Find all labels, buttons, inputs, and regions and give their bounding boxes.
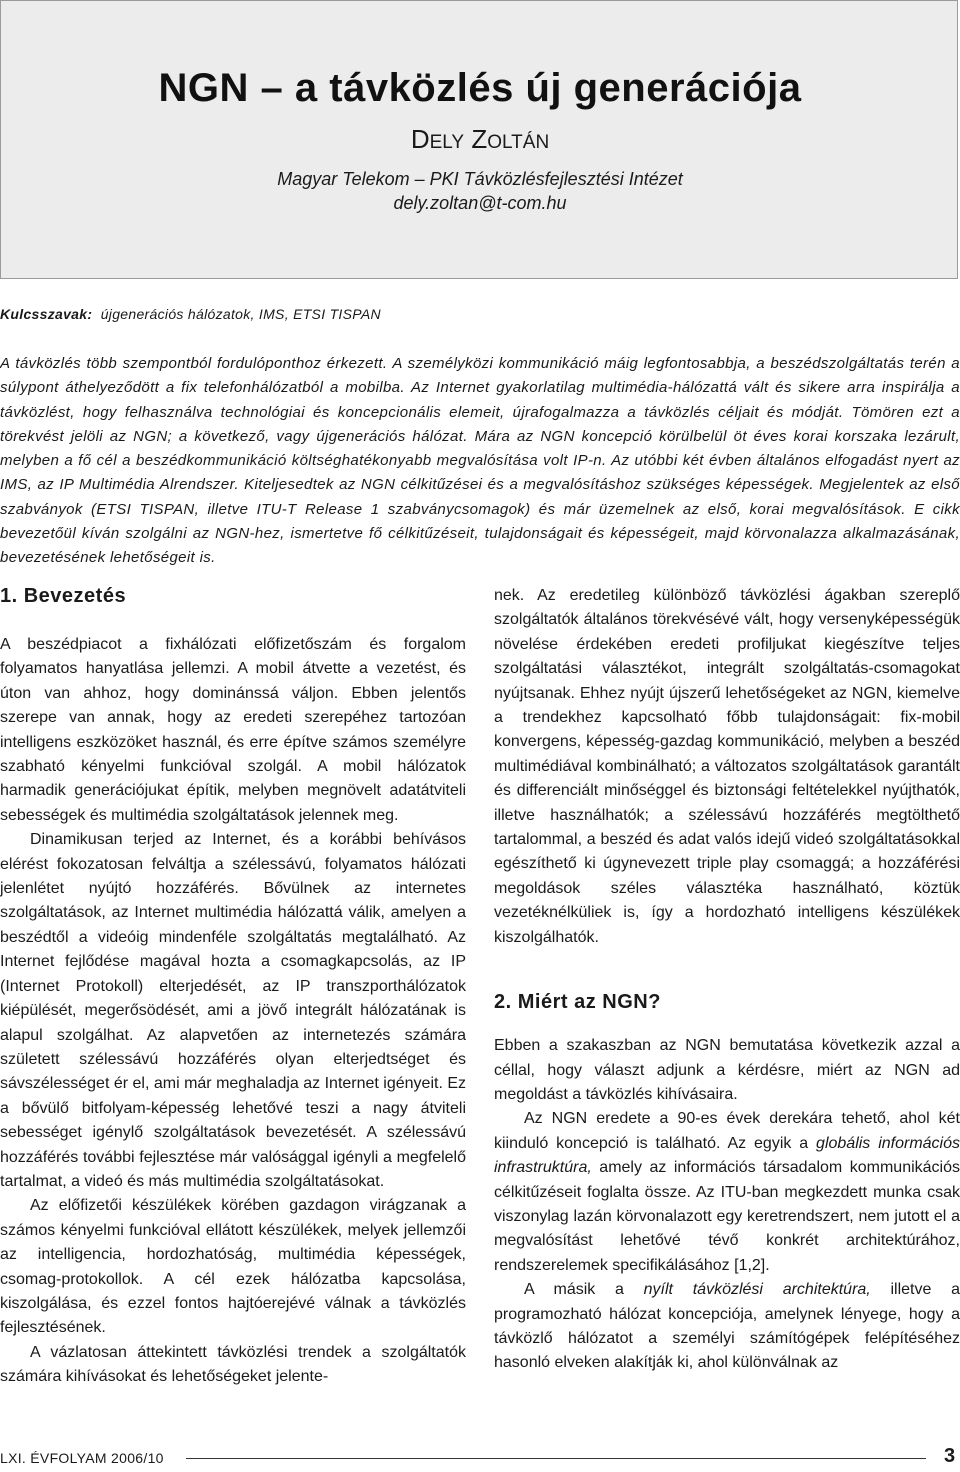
column-right: [494, 584, 960, 1376]
emphasis: nyílt távközlési architektúra,: [643, 1281, 871, 1299]
paragraph: nek. Az eredetileg különböző távközlési ágakban szereplő szolgáltatók általános törekvésévé vált, hogy versenyképességük növelése érdekében eredeti profiljukat kiegészítve teljes szolgáltatási választékot, integrált szolgáltatás-csomagokat nyújtsanak. Ehhez nyújt újszerű lehetőségeket az NGN, kiemelve a trendekhez kapcsolható főbb tulajdonságait: fix-mobil konvergens, képesség-gazdag kommunikáció, melyben a beszéd multimédiával kombinálható; a változatos szolgáltatások garantált és differenciált minőséggel és biztonsági feltételekkel nyújthatók, illetve használhatók; a szélessávú hozzáférés megtölthető tartalommal, a beszéd és adat valós idejű videó szolgáltatásokkal egészíthető ki úgynevezett triple play csomaggá; a hozzáférési megoldások széles választéka használható, köztük vezetéknélküliek is, így a hordozható intelligens készülékek kiszolgálhatók.: [494, 587, 960, 946]
section-heading-introduction: 1. Bevezetés: [0, 585, 127, 607]
keywords-text: újgenerációs hálózatok, IMS, ETSI TISPAN: [100, 306, 381, 322]
paragraph: Az NGN eredete a 90-es évek derekára tehető, ahol két kiinduló koncepció is található. Az egyik a globális információs infrastruktúra, amely az információs társadalom kommunikációs célkitűzéseit foglalta össze. Az ITU-ban megkezdett munka csak viszonylag lazán körvonalazott egy keretrendszert, nem jutott el a megvalósítást lehetővé tévő konkrét architektúrához, rendszerelemek specifikálásához [1,2].: [494, 1110, 960, 1274]
page-title: NGN – a távközlés új generációja: [158, 66, 802, 110]
paragraph: A vázlatosan áttekintett távközlési trendek a szolgáltatók számára kihívásokat és lehetőségeket jelente-: [0, 1343, 466, 1386]
emphasis: globális információs infrastruktúra,: [494, 1134, 960, 1177]
keywords-label: Kulcsszavak:: [0, 306, 93, 322]
paragraph: Az előfizetői készülékek körében gazdagon virágzanak a számos kényelmi funkcióval ellátott készülékek, melyek jellemzői az intelligencia, hordozhatóság, multimédia képességek, csomag-protokollok. A cél ezek hálózatba kapcsolása, kiszolgálása, és ezzel fontos hajtóerejévé válnak a távközlés fejlesztésének.: [0, 1197, 466, 1337]
footer-divider: [186, 1458, 926, 1459]
paragraph: A beszédpiacot a fixhálózati előfizetőszám és forgalom folyamatos hanyatlása jellemzi. A mobil átvette a vezetést, és úton van ahhoz, hogy dominánssá váljon. Ebben jelentős szerepe van annak, hogy az eredeti szerepéhez tartozóan intelligens eszközöket használ, és erre építve számos személyre szabható kényelmi funkcióval szolgál. A mobil hálózatok harmadik generációjukat építik, melyben megnövelt adatátviteli sebességek és multimédia szolgáltatások jelennek meg.: [0, 636, 466, 824]
abstract: A távközlés több szempontból fordulóponthoz érkezett. A személyközi kommunikáció máig legfontosabbja, a beszédszolgáltatás terén a súlypont áthelyeződött a fix telefonhálózatból a mobilba. Az Internet gyakorlatilag multimédia-hálózattá vált és sikere arra inspirálja a távközlést, hogy felhasználva technológiai és koncepcionális elemeit, újrafogalmazza a távközlés céljait és módját. Tömören ezt a törekvést jelöli az NGN; a következő, vagy újgenerációs hálózat. Mára az NGN koncepció körülbelül öt éves korai korszaka lezárult, melyben a fő cél a beszédkommunikáció költséghatékonyabb megvalósítása volt IP-n. Az utóbbi két évben általános elfogadást nyert az IMS, az IP Multimédia Alrendszer. Kiteljesedtek az NGN célkitűzései és a megvalósításhoz szükséges képességek. Megjelentek az első szabványok (ETSI TISPAN, illetve ITU-T Release 1 szabványcsomagok) és már üzemelnek az első, korai megvalósítások. E cikk bevezetőül kíván szolgálni az NGN-hez, ismertetve fő célkitűzéseit, tulajdonságait és képességeit, majd körvonalazza alkalmazásának, bevezetésének lehetőségeit is.: [0, 355, 960, 567]
journal-issue: LXI. ÉVFOLYAM 2006/10: [0, 1450, 164, 1466]
keywords: [0, 306, 960, 322]
paragraph: Dinamikusan terjed az Internet, és a korábbi behívásos elérést fokozatosan felváltja a szélessávú, folyamatos hálózati jelenlétet nyújtó hozzáférés. Bővülnek az internetes szolgáltatások, az Internet multimédia hálózattá válik, amelyen a beszédtől a videóig mindenféle szolgáltatás megtalálható. Az Internet fejlődése magával hozta a csomagkapcsolás, az IP (Internet Protokoll) elterjedését, az IP transzporthálózatok kiépülését, megerősödését, ami a jövő integrált hálózatának is alapul szolgálhat. Az alapvetően az internetezés számára született szélessávú hozzáférés olyan elterjedtséget és sávszélességet ér el, ami már meghaladja az Internet igényeit. Ez a bővülő bitfolyam-képesség lehetővé teszi a nagy átviteli sebességet igénylő szolgáltatások bevezetését. A szélessávú hozzáférés további fejlesztése már valósággal igényli a megfelelő tartalmat, a videó és más multimédia szolgáltatásokat.: [0, 831, 467, 1190]
column-left: [0, 584, 466, 1390]
page-number: 3: [944, 1445, 956, 1467]
author-email: dely.zoltan@t-com.hu: [393, 193, 567, 213]
author-name: DELY ZOLTÁN: [410, 124, 550, 154]
paragraph: Ebben a szakaszban az NGN bemutatása következik azzal a céllal, hogy választ adjunk a kérdésre, miért az NGN ad megoldást a távközlés kihívásaira.: [494, 1037, 960, 1103]
author-affiliation: Magyar Telekom – PKI Távközlésfejlesztési Intézet: [277, 169, 683, 189]
paragraph: A másik a nyílt távközlési architektúra, illetve a programozható hálózat koncepciója, amelynek lényege, hogy a távközlő hálózatot a személyi számítógépek felépítéséhez hasonló elveken alakítják ki, ahol különválnak az: [494, 1281, 960, 1372]
section-heading-why-ngn: 2. Miért az NGN?: [494, 991, 661, 1014]
